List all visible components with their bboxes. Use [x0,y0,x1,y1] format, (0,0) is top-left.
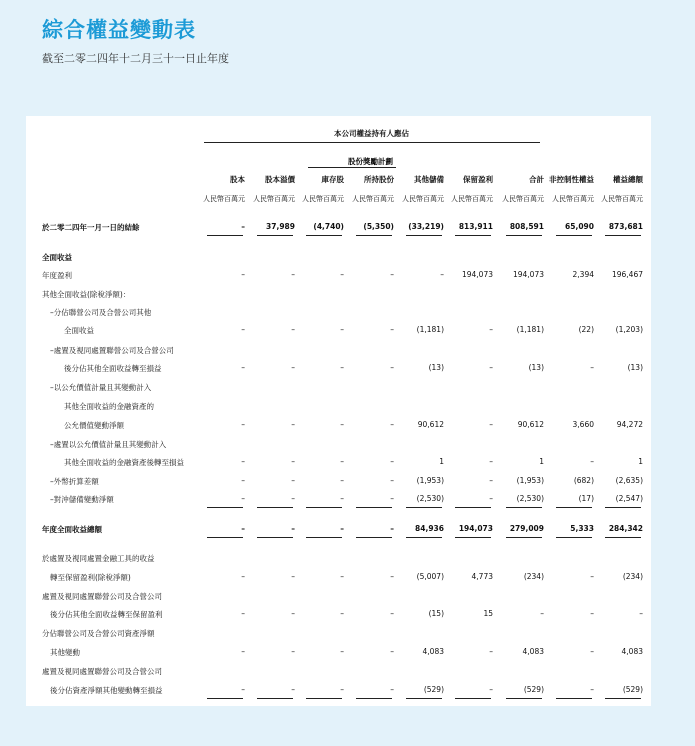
column-header: 其他儲備 [414,175,444,184]
underline-rule [556,507,592,508]
table-cell: – [390,647,394,656]
table-cell: – [489,476,493,485]
table-cell: 1 [439,457,444,466]
table-cell: – [489,363,493,372]
table-cell: – [241,420,245,429]
table-cell: (4,740) [313,222,344,231]
table-cell: – [291,572,295,581]
row-label: –分佔聯營公司及合營公司其他 [50,308,152,317]
table-cell: – [291,524,295,533]
table-cell: – [291,270,295,279]
table-cell: – [241,457,245,466]
underline-rule [356,507,392,508]
page-subtitle: 截至二零二四年十二月三十一日止年度 [42,52,229,65]
underline-rule [207,507,243,508]
underline-rule [455,507,491,508]
row-label: 其他全面收益的金融資產後轉至損益 [64,458,184,467]
underline-rule [556,698,592,699]
table-cell: – [241,524,245,533]
table-cell: – [241,647,245,656]
table-cell: – [390,524,394,533]
table-cell: (1,181) [416,325,444,334]
table-cell: – [340,420,344,429]
table-cell: (1,953) [516,476,544,485]
underline-rule [257,698,293,699]
table-cell: – [291,647,295,656]
underline-rule [207,235,243,236]
row-label: –以公允價值計量且其變動計入 [50,383,152,392]
table-cell: – [390,363,394,372]
underline-rule [207,698,243,699]
table-cell: (1,953) [416,476,444,485]
table-cell: – [590,572,594,581]
table-cell: – [340,524,344,533]
underline-rule [605,235,641,236]
table-cell: 194,073 [461,270,493,279]
table-cell: (682) [573,476,594,485]
underline-rule [455,698,491,699]
table-cell: – [291,325,295,334]
table-cell: – [340,572,344,581]
underline-rule [605,537,641,538]
table-cell: – [590,457,594,466]
underline-rule [506,235,542,236]
share-incentive-header: 股份獎勵計劃 [348,157,393,166]
table-cell: – [489,494,493,503]
row-label: 全面收益 [42,253,72,262]
table-cell: – [340,457,344,466]
table-cell: 15 [483,609,493,618]
table-cell: 4,083 [621,647,643,656]
row-label: 年度全面收益總額 [42,525,102,534]
table-cell: – [340,685,344,694]
table-cell: – [291,457,295,466]
underline-rule [257,537,293,538]
underline-rule [406,235,442,236]
table-cell: – [340,609,344,618]
page-title: 綜合權益變動表 [42,18,196,42]
table-cell: 94,272 [616,420,643,429]
table-cell: – [291,476,295,485]
table-cell: (2,530) [516,494,544,503]
row-label: 其他變動 [50,648,80,657]
column-header: 股本溢價 [265,175,295,184]
table-cell: – [590,685,594,694]
table-cell: – [241,609,245,618]
underline-rule [406,698,442,699]
table-cell: (22) [578,325,594,334]
table-cell: (2,635) [615,476,643,485]
attributable-rule [204,142,540,143]
column-header: 庫存股 [321,175,344,184]
underline-rule [605,698,641,699]
table-cell: – [390,609,394,618]
table-cell: 194,073 [512,270,544,279]
table-cell: (1,181) [516,325,544,334]
table-cell: – [340,363,344,372]
unit-label: 人民幣百萬元 [552,195,594,203]
underline-rule [356,235,392,236]
row-label: 其他全面收益(除稅淨額)： [42,290,131,299]
table-cell: – [291,420,295,429]
row-label: –處置以公允價值計量且其變動計入 [50,440,167,449]
table-cell: – [489,457,493,466]
underline-rule [306,698,342,699]
table-cell: 196,467 [611,270,643,279]
row-label: 公允價值變動淨額 [64,421,124,430]
table-cell: – [489,647,493,656]
table-cell: (13) [627,363,643,372]
underline-rule [455,235,491,236]
table-cell: – [241,494,245,503]
table-cell: 4,083 [422,647,444,656]
underline-rule [306,537,342,538]
table-cell: 37,989 [266,222,295,231]
underline-rule [455,537,491,538]
table-cell: (2,530) [416,494,444,503]
table-cell: – [390,494,394,503]
underline-rule [406,507,442,508]
underline-rule [556,235,592,236]
table-cell: 90,612 [417,420,444,429]
row-label: 處置及視同處置聯營公司及合營公司 [42,592,162,601]
unit-label: 人民幣百萬元 [352,195,394,203]
underline-rule [306,507,342,508]
table-cell: (529) [523,685,544,694]
row-label: 後分佔資產淨額其他變動轉至損益 [50,686,163,695]
underline-rule [556,537,592,538]
row-label: 全面收益 [64,326,94,335]
row-label: –外幣折算差額 [50,477,99,486]
underline-rule [207,537,243,538]
table-cell: – [440,270,444,279]
row-label: 後分佔其他全面收益轉至保留盈利 [50,610,163,619]
column-header: 權益總額 [613,175,643,184]
underline-rule [306,235,342,236]
table-cell: (17) [578,494,594,503]
table-cell: – [241,325,245,334]
table-cell: – [340,476,344,485]
unit-label: 人民幣百萬元 [302,195,344,203]
row-label: –對沖儲備變動淨額 [50,495,114,504]
table-cell: 5,333 [570,524,594,533]
column-header: 合計 [529,175,544,184]
row-label: 處置及視同處置聯營公司及合營公司 [42,667,162,676]
table-cell: – [390,420,394,429]
table-cell: – [390,270,394,279]
table-cell: 808,591 [509,222,544,231]
underline-rule [605,507,641,508]
table-cell: – [291,609,295,618]
row-label: –處置及視同處置聯營公司及合營公司 [50,346,174,355]
table-cell: (5,350) [363,222,394,231]
row-label: 轉至保留盈利(除稅淨額) [50,573,131,582]
table-cell: – [590,363,594,372]
underline-rule [506,698,542,699]
share-incentive-rule [308,167,396,168]
row-label: 後分佔其他全面收益轉至損益 [64,364,162,373]
table-cell: – [390,476,394,485]
table-cell: – [241,270,245,279]
table-cell: 4,083 [522,647,544,656]
table-cell: 65,090 [565,222,594,231]
underline-rule [356,537,392,538]
unit-label: 人民幣百萬元 [451,195,493,203]
row-label: 其他全面收益的金融資產的 [64,402,154,411]
unit-label: 人民幣百萬元 [502,195,544,203]
table-cell: 4,773 [471,572,493,581]
underline-rule [506,537,542,538]
unit-label: 人民幣百萬元 [402,195,444,203]
table-cell: (13) [528,363,544,372]
table-cell: 873,681 [608,222,643,231]
table-cell: – [241,685,245,694]
table-cell: 284,342 [608,524,643,533]
table-cell: – [291,494,295,503]
table-cell: – [340,494,344,503]
table-cell: – [590,647,594,656]
table-cell: – [241,572,245,581]
table-cell: (1,203) [615,325,643,334]
row-label: 於二零二四年一月一日的結餘 [42,223,140,232]
column-header: 非控制性權益 [549,175,594,184]
table-cell: – [291,363,295,372]
row-label: 分佔聯營公司及合營公司資產淨額 [42,629,155,638]
attributable-header: 本公司權益持有人應佔 [334,129,409,138]
underline-rule [257,235,293,236]
table-cell: 1 [638,457,643,466]
table-cell: (529) [622,685,643,694]
table-cell: – [291,685,295,694]
table-cell: (529) [423,685,444,694]
underline-rule [257,507,293,508]
column-header: 所持股份 [364,175,394,184]
table-cell: – [639,609,643,618]
underline-rule [406,537,442,538]
underline-rule [506,507,542,508]
table-cell: – [241,222,245,231]
table-cell: 194,073 [458,524,493,533]
table-cell: – [489,325,493,334]
table-cell: – [390,457,394,466]
table-cell: (15) [428,609,444,618]
unit-label: 人民幣百萬元 [601,195,643,203]
table-cell: – [540,609,544,618]
table-cell: (234) [622,572,643,581]
table-cell: – [590,609,594,618]
table-cell: – [489,685,493,694]
unit-label: 人民幣百萬元 [253,195,295,203]
table-cell: (13) [428,363,444,372]
table-cell: – [340,270,344,279]
table-cell: 84,936 [415,524,444,533]
table-cell: – [390,325,394,334]
column-header: 股本 [230,175,245,184]
table-cell: (2,547) [615,494,643,503]
underline-rule [356,698,392,699]
table-cell: – [241,476,245,485]
table-cell: 3,660 [572,420,594,429]
table-cell: 1 [539,457,544,466]
table-cell: – [241,363,245,372]
table-cell: (33,219) [408,222,444,231]
table-cell: – [489,420,493,429]
row-label: 於處置及視同處置金融工具的收益 [42,554,155,563]
table-cell: 2,394 [572,270,594,279]
table-cell: – [390,572,394,581]
table-cell: (5,007) [416,572,444,581]
table-cell: (234) [523,572,544,581]
table-cell: – [390,685,394,694]
table-cell: 813,911 [458,222,493,231]
table-cell: – [340,325,344,334]
column-header: 保留盈利 [463,175,493,184]
table-cell: 90,612 [517,420,544,429]
unit-label: 人民幣百萬元 [203,195,245,203]
table-cell: 279,009 [509,524,544,533]
row-label: 年度盈利 [42,271,72,280]
table-cell: – [340,647,344,656]
